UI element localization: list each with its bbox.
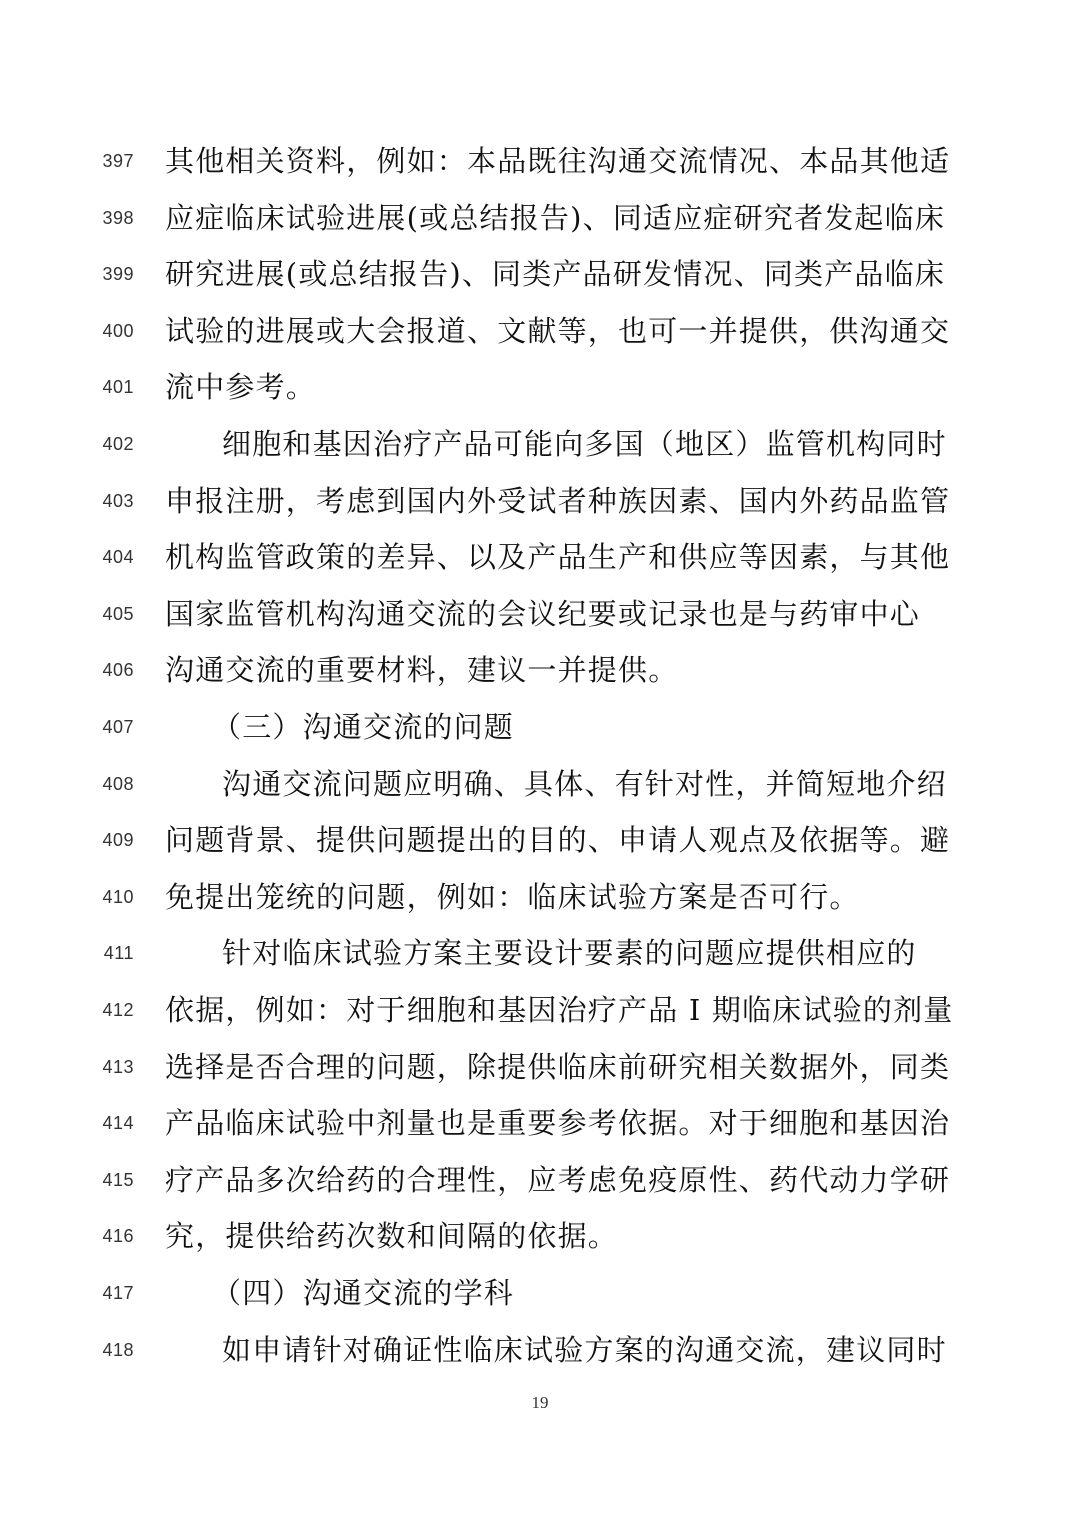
line-text: 机构监管政策的差异、以及产品生产和供应等因素，与其他 — [165, 540, 951, 574]
text-line — [0, 699, 1080, 755]
section-heading: （四）沟通交流的学科 — [212, 1276, 515, 1310]
text-line — [0, 642, 1080, 698]
line-text: 研究进展(或总结报告)、同类产品研发情况、同类产品临床 — [165, 257, 946, 291]
text-line — [0, 303, 1080, 359]
text-line — [0, 1095, 1080, 1151]
line-text: 其他相关资料，例如：本品既往沟通交流情况、本品其他适 — [165, 144, 951, 178]
line-number: 397 — [102, 151, 134, 171]
line-number: 408 — [102, 774, 134, 794]
text-line — [0, 869, 1080, 925]
text-line — [0, 133, 1080, 189]
line-number: 404 — [102, 547, 134, 567]
line-text: 选择是否合理的问题，除提供临床前研究相关数据外，同类 — [165, 1050, 951, 1084]
line-number: 410 — [102, 887, 134, 907]
text-line — [0, 756, 1080, 812]
line-number: 405 — [102, 604, 134, 624]
line-number: 402 — [102, 434, 134, 454]
line-number: 400 — [102, 321, 134, 341]
line-number: 411 — [103, 943, 134, 963]
line-text: 沟通交流问题应明确、具体、有针对性，并简短地介绍 — [222, 767, 947, 801]
line-number: 401 — [102, 377, 134, 397]
text-line — [0, 416, 1080, 472]
line-number: 416 — [102, 1226, 134, 1246]
line-number: 417 — [102, 1283, 134, 1303]
line-text: 如申请针对确证性临床试验方案的沟通交流，建议同时 — [222, 1333, 947, 1367]
line-number: 409 — [102, 830, 134, 850]
section-heading: （三）沟通交流的问题 — [212, 710, 515, 744]
line-number: 403 — [102, 491, 134, 511]
line-number: 414 — [102, 1113, 134, 1133]
line-text: 疗产品多次给药的合理性，应考虑免疫原性、药代动力学研 — [165, 1163, 951, 1197]
line-text: 依据，例如：对于细胞和基因治疗产品 I 期临床试验的剂量 — [165, 993, 954, 1027]
text-line — [0, 529, 1080, 585]
text-line — [0, 1322, 1080, 1378]
line-number: 407 — [102, 717, 134, 737]
page-number: 19 — [531, 1393, 549, 1412]
text-line — [0, 982, 1080, 1038]
line-number: 406 — [102, 660, 134, 680]
line-text: 究，提供给药次数和间隔的依据。 — [165, 1219, 619, 1253]
line-text: 试验的进展或大会报道、文献等，也可一并提供，供沟通交 — [165, 314, 951, 348]
line-text: 国家监管机构沟通交流的会议纪要或记录也是与药审中心 — [165, 597, 921, 631]
line-text: 问题背景、提供问题提出的目的、申请人观点及依据等。避 — [165, 823, 951, 857]
text-line — [0, 925, 1080, 981]
line-number: 398 — [102, 208, 134, 228]
line-number: 413 — [102, 1057, 134, 1077]
line-text: 针对临床试验方案主要设计要素的问题应提供相应的 — [222, 936, 917, 970]
line-text: 沟通交流的重要材料，建议一并提供。 — [165, 653, 679, 687]
text-line — [0, 246, 1080, 302]
text-line — [0, 1039, 1080, 1095]
line-text: 免提出笼统的问题，例如：临床试验方案是否可行。 — [165, 880, 860, 914]
text-line — [0, 190, 1080, 246]
line-number: 412 — [102, 1000, 134, 1020]
text-line — [0, 1152, 1080, 1208]
line-text: 产品临床试验中剂量也是重要参考依据。对于细胞和基因治 — [165, 1106, 951, 1140]
line-text: 申报注册，考虑到国内外受试者种族因素、国内外药品监管 — [165, 484, 951, 518]
text-line — [0, 586, 1080, 642]
line-number: 418 — [102, 1340, 134, 1360]
line-number: 399 — [102, 264, 134, 284]
line-text: 应症临床试验进展(或总结报告)、同适应症研究者发起临床 — [165, 201, 946, 235]
text-line — [0, 359, 1080, 415]
text-line — [0, 1265, 1080, 1321]
line-number: 415 — [102, 1170, 134, 1190]
line-text: 流中参考。 — [165, 370, 317, 404]
text-line — [0, 812, 1080, 868]
text-line — [0, 1208, 1080, 1264]
text-line — [0, 473, 1080, 529]
line-text: 细胞和基因治疗产品可能向多国（地区）监管机构同时 — [222, 427, 947, 461]
